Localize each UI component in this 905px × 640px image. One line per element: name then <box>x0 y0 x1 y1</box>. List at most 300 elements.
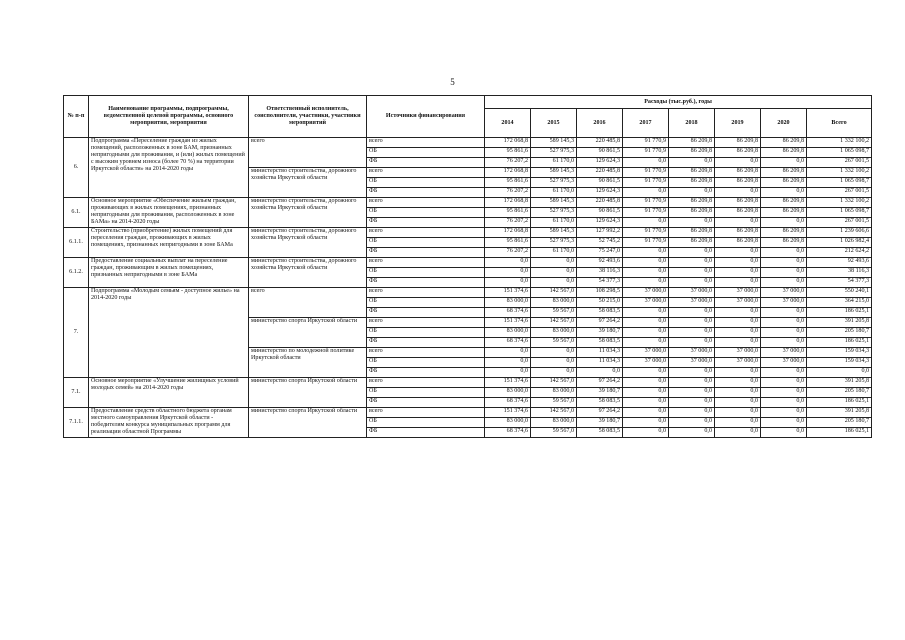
row-executor: министерство строительства, дорожного хозяйства Иркутской области <box>249 228 367 258</box>
row-value: 0,0 <box>761 258 807 268</box>
row-value: 0,0 <box>715 278 761 288</box>
row-executor: всего <box>249 138 367 168</box>
row-value: 86 209,8 <box>669 238 715 248</box>
header-year: 2019 <box>715 109 761 138</box>
row-value: 0,0 <box>623 398 669 408</box>
row-value: 75 247,0 <box>577 248 623 258</box>
row-value: 37 000,0 <box>761 288 807 298</box>
row-value: 0,0 <box>485 278 531 288</box>
row-value: 0,0 <box>761 338 807 348</box>
row-value: 37 000,0 <box>669 348 715 358</box>
row-value: 0,0 <box>623 278 669 288</box>
row-value: 83 000,0 <box>531 298 577 308</box>
row-value: 527 975,3 <box>531 178 577 188</box>
row-source: ФБ <box>367 338 485 348</box>
row-value: 159 034,3 <box>807 358 872 368</box>
row-value: 95 861,6 <box>485 148 531 158</box>
row-source: всего <box>367 198 485 208</box>
row-value: 0,0 <box>761 248 807 258</box>
row-value: 0,0 <box>485 268 531 278</box>
row-value: 86 209,8 <box>669 198 715 208</box>
row-source: ФБ <box>367 188 485 198</box>
row-name: Предоставление социальных выплат на переселение граждан, проживающим в жилых помещениях, признанных непригодными в зоне БАМа <box>89 258 249 288</box>
row-value: 142 567,0 <box>531 408 577 418</box>
header-year: 2016 <box>577 109 623 138</box>
row-value: 59 567,0 <box>531 338 577 348</box>
row-value: 68 374,6 <box>485 398 531 408</box>
row-value: 52 745,2 <box>577 238 623 248</box>
row-name: Основное мероприятие «Обеспечение жильем граждан, проживающих в жилых помещениях, признанных непригодными для проживания, расположенных в зоне БАМа» на 2014-2020 годы <box>89 198 249 228</box>
row-value: 0,0 <box>669 218 715 228</box>
table-row <box>64 378 872 388</box>
row-executor: министерство по молодежной политике Иркутской области <box>249 348 367 378</box>
row-value: 37 000,0 <box>623 288 669 298</box>
row-source: ФБ <box>367 248 485 258</box>
row-value: 0,0 <box>761 218 807 228</box>
row-value: 37 000,0 <box>623 298 669 308</box>
row-value: 59 567,0 <box>531 428 577 438</box>
row-value: 83 000,0 <box>485 418 531 428</box>
row-value: 0,0 <box>715 388 761 398</box>
row-value: 142 567,0 <box>531 378 577 388</box>
row-source: ОБ <box>367 238 485 248</box>
row-source: ОБ <box>367 418 485 428</box>
header-executor: Ответственный исполнитель, соисполнители, участники, участники мероприятий <box>249 96 367 138</box>
row-value: 37 000,0 <box>669 358 715 368</box>
row-value: 0,0 <box>531 268 577 278</box>
row-value: 86 209,8 <box>761 228 807 238</box>
row-number: 7. <box>64 288 89 378</box>
row-value: 0,0 <box>669 418 715 428</box>
row-value: 172 068,8 <box>485 138 531 148</box>
row-value: 589 145,3 <box>531 138 577 148</box>
row-value: 0,0 <box>715 268 761 278</box>
table-row <box>64 288 872 298</box>
row-value: 58 083,5 <box>577 308 623 318</box>
row-value: 0,0 <box>669 258 715 268</box>
row-source: ОБ <box>367 148 485 158</box>
row-value: 0,0 <box>669 248 715 258</box>
row-source: всего <box>367 288 485 298</box>
row-name: Строительство (приобретение) жилых помещений для переселения граждан, проживающих в жилых помещениях, признанных непригодными в зоне БАМа <box>89 228 249 258</box>
row-value: 37 000,0 <box>669 298 715 308</box>
row-value: 86 209,8 <box>715 238 761 248</box>
row-value: 95 861,6 <box>485 238 531 248</box>
row-value: 0,0 <box>807 368 872 378</box>
row-value: 108 298,5 <box>577 288 623 298</box>
row-name: Основное мероприятие «Улучшение жилищных условий молодых семей» на 2014-2020 годы <box>89 378 249 408</box>
row-value: 589 145,3 <box>531 228 577 238</box>
row-value: 83 000,0 <box>485 328 531 338</box>
row-value: 97 264,2 <box>577 318 623 328</box>
row-value: 0,0 <box>761 388 807 398</box>
row-value: 83 000,0 <box>485 298 531 308</box>
row-value: 86 209,8 <box>715 138 761 148</box>
header-expenses: Расходы (тыс.руб.), годы <box>485 96 872 109</box>
row-value: 61 170,0 <box>531 218 577 228</box>
row-value: 76 207,2 <box>485 248 531 258</box>
row-value: 267 001,5 <box>807 218 872 228</box>
row-value: 1 065 098,7 <box>807 148 872 158</box>
row-value: 1 332 100,2 <box>807 168 872 178</box>
row-value: 0,0 <box>669 408 715 418</box>
row-value: 527 975,3 <box>531 208 577 218</box>
row-value: 37 000,0 <box>669 288 715 298</box>
row-value: 97 264,2 <box>577 378 623 388</box>
row-value: 86 209,8 <box>669 208 715 218</box>
row-value: 76 207,2 <box>485 188 531 198</box>
row-value: 86 209,8 <box>761 138 807 148</box>
row-value: 86 209,8 <box>761 238 807 248</box>
row-value: 86 209,8 <box>715 208 761 218</box>
row-value: 220 485,8 <box>577 168 623 178</box>
row-value: 0,0 <box>715 318 761 328</box>
row-value: 54 377,3 <box>807 278 872 288</box>
row-value: 220 485,8 <box>577 198 623 208</box>
row-value: 0,0 <box>669 378 715 388</box>
row-value: 0,0 <box>669 398 715 408</box>
row-value: 172 068,8 <box>485 168 531 178</box>
row-value: 39 180,7 <box>577 388 623 398</box>
row-source: ФБ <box>367 218 485 228</box>
row-value: 58 083,5 <box>577 338 623 348</box>
row-value: 91 770,9 <box>623 168 669 178</box>
row-value: 0,0 <box>715 258 761 268</box>
row-value: 86 209,8 <box>669 148 715 158</box>
row-value: 205 180,7 <box>807 328 872 338</box>
row-value: 212 624,2 <box>807 248 872 258</box>
row-value: 86 209,8 <box>715 148 761 158</box>
row-value: 0,0 <box>761 368 807 378</box>
row-value: 0,0 <box>761 278 807 288</box>
row-number: 6. <box>64 138 89 198</box>
row-value: 0,0 <box>623 268 669 278</box>
row-value: 0,0 <box>623 248 669 258</box>
row-value: 142 567,0 <box>531 318 577 328</box>
row-value: 0,0 <box>623 188 669 198</box>
row-value: 86 209,8 <box>669 228 715 238</box>
row-value: 95 861,6 <box>485 208 531 218</box>
row-value: 91 770,9 <box>623 178 669 188</box>
row-value: 0,0 <box>669 308 715 318</box>
row-value: 37 000,0 <box>715 348 761 358</box>
row-value: 83 000,0 <box>531 388 577 398</box>
row-value: 37 000,0 <box>715 288 761 298</box>
row-value: 38 116,3 <box>807 268 872 278</box>
row-value: 0,0 <box>623 428 669 438</box>
row-value: 0,0 <box>623 388 669 398</box>
row-value: 92 493,6 <box>577 258 623 268</box>
row-value: 0,0 <box>577 368 623 378</box>
table-row <box>64 138 872 148</box>
row-value: 205 180,7 <box>807 418 872 428</box>
row-source: всего <box>367 348 485 358</box>
row-value: 0,0 <box>531 348 577 358</box>
header-year: 2014 <box>485 109 531 138</box>
table-row <box>64 198 872 208</box>
row-value: 0,0 <box>623 308 669 318</box>
row-value: 0,0 <box>761 398 807 408</box>
row-value: 142 567,0 <box>531 288 577 298</box>
row-number: 7.1. <box>64 378 89 408</box>
row-value: 0,0 <box>715 308 761 318</box>
row-value: 97 264,2 <box>577 408 623 418</box>
row-value: 61 170,0 <box>531 158 577 168</box>
row-value: 589 145,3 <box>531 168 577 178</box>
row-value: 91 770,9 <box>623 208 669 218</box>
row-executor: министерство спорта Иркутской области <box>249 378 367 408</box>
row-source: всего <box>367 168 485 178</box>
row-value: 151 374,6 <box>485 318 531 328</box>
row-value: 1 065 098,7 <box>807 178 872 188</box>
header-year: 2020 <box>761 109 807 138</box>
header-year: 2017 <box>623 109 669 138</box>
row-value: 86 209,8 <box>669 178 715 188</box>
row-value: 151 374,6 <box>485 408 531 418</box>
row-source: ФБ <box>367 398 485 408</box>
row-value: 50 215,0 <box>577 298 623 308</box>
table-row <box>64 408 872 418</box>
header-source: Источники финансирования <box>367 96 485 138</box>
row-source: ФБ <box>367 308 485 318</box>
row-value: 0,0 <box>485 348 531 358</box>
row-value: 0,0 <box>623 258 669 268</box>
row-value: 0,0 <box>715 188 761 198</box>
header-year: 2018 <box>669 109 715 138</box>
row-value: 90 861,5 <box>577 208 623 218</box>
row-value: 90 861,5 <box>577 178 623 188</box>
row-source: ФБ <box>367 368 485 378</box>
row-value: 172 068,8 <box>485 198 531 208</box>
row-value: 0,0 <box>623 218 669 228</box>
row-value: 0,0 <box>669 368 715 378</box>
row-value: 86 209,8 <box>715 178 761 188</box>
row-value: 0,0 <box>761 308 807 318</box>
row-value: 76 207,2 <box>485 158 531 168</box>
row-value: 186 025,1 <box>807 398 872 408</box>
table-body <box>64 138 872 438</box>
row-value: 0,0 <box>669 328 715 338</box>
row-value: 0,0 <box>715 418 761 428</box>
row-value: 92 493,6 <box>807 258 872 268</box>
row-value: 0,0 <box>485 358 531 368</box>
row-value: 364 215,0 <box>807 298 872 308</box>
row-value: 267 001,5 <box>807 188 872 198</box>
row-value: 0,0 <box>623 328 669 338</box>
table-row <box>64 258 872 268</box>
row-value: 0,0 <box>485 258 531 268</box>
row-value: 1 065 098,7 <box>807 208 872 218</box>
row-executor: всего <box>249 288 367 318</box>
row-value: 0,0 <box>761 318 807 328</box>
row-value: 0,0 <box>715 378 761 388</box>
row-value: 0,0 <box>761 328 807 338</box>
row-value: 86 209,8 <box>761 178 807 188</box>
row-value: 391 205,8 <box>807 318 872 328</box>
row-source: ОБ <box>367 328 485 338</box>
row-value: 186 025,1 <box>807 338 872 348</box>
row-value: 0,0 <box>623 338 669 348</box>
row-source: всего <box>367 258 485 268</box>
row-value: 0,0 <box>761 158 807 168</box>
row-source: ОБ <box>367 388 485 398</box>
row-value: 391 205,8 <box>807 378 872 388</box>
row-value: 68 374,6 <box>485 428 531 438</box>
row-value: 86 209,8 <box>669 168 715 178</box>
row-value: 59 567,0 <box>531 308 577 318</box>
header-year: 2015 <box>531 109 577 138</box>
page-number: 5 <box>450 77 455 87</box>
row-value: 86 209,8 <box>669 138 715 148</box>
row-value: 0,0 <box>761 268 807 278</box>
row-name: Предоставление средств областного бюджета органам местного самоуправления Иркутской области - победителям конкурса муниципальных программ для реализации областной Программы <box>89 408 249 438</box>
row-source: всего <box>367 318 485 328</box>
row-source: ФБ <box>367 278 485 288</box>
row-value: 61 170,0 <box>531 248 577 258</box>
row-value: 0,0 <box>531 278 577 288</box>
row-source: ОБ <box>367 268 485 278</box>
row-value: 589 145,3 <box>531 198 577 208</box>
row-value: 58 083,5 <box>577 398 623 408</box>
row-number: 7.1.1. <box>64 408 89 438</box>
row-executor: министерство спорта Иркутской области <box>249 408 367 438</box>
row-value: 86 209,8 <box>761 208 807 218</box>
row-value: 527 975,3 <box>531 238 577 248</box>
row-value: 0,0 <box>715 408 761 418</box>
row-value: 0,0 <box>531 358 577 368</box>
row-value: 0,0 <box>715 338 761 348</box>
row-value: 0,0 <box>669 388 715 398</box>
row-value: 76 207,2 <box>485 218 531 228</box>
row-value: 86 209,8 <box>761 148 807 158</box>
row-value: 129 624,3 <box>577 188 623 198</box>
row-value: 91 770,9 <box>623 198 669 208</box>
row-executor: министерство строительства, дорожного хозяйства Иркутской области <box>249 168 367 198</box>
row-value: 38 116,3 <box>577 268 623 278</box>
row-source: всего <box>367 228 485 238</box>
row-value: 90 861,5 <box>577 148 623 158</box>
row-value: 0,0 <box>623 158 669 168</box>
row-value: 37 000,0 <box>761 348 807 358</box>
row-value: 58 083,5 <box>577 428 623 438</box>
row-value: 0,0 <box>669 268 715 278</box>
row-value: 37 000,0 <box>715 298 761 308</box>
row-value: 0,0 <box>715 428 761 438</box>
row-value: 527 975,3 <box>531 148 577 158</box>
row-value: 267 001,5 <box>807 158 872 168</box>
row-source: всего <box>367 138 485 148</box>
row-value: 0,0 <box>669 338 715 348</box>
row-source: ФБ <box>367 158 485 168</box>
row-value: 11 034,3 <box>577 358 623 368</box>
row-value: 186 025,1 <box>807 308 872 318</box>
row-value: 0,0 <box>761 378 807 388</box>
row-value: 0,0 <box>669 278 715 288</box>
row-executor: министерство спорта Иркутской области <box>249 318 367 348</box>
row-value: 39 180,7 <box>577 418 623 428</box>
row-value: 0,0 <box>623 318 669 328</box>
row-value: 550 240,1 <box>807 288 872 298</box>
row-value: 91 770,9 <box>623 148 669 158</box>
row-value: 0,0 <box>531 368 577 378</box>
row-value: 0,0 <box>761 408 807 418</box>
row-value: 37 000,0 <box>761 358 807 368</box>
row-executor: министерство строительства, дорожного хозяйства Иркутской области <box>249 198 367 228</box>
row-value: 61 170,0 <box>531 188 577 198</box>
row-number: 6.1.1. <box>64 228 89 258</box>
row-value: 37 000,0 <box>761 298 807 308</box>
row-value: 68 374,6 <box>485 338 531 348</box>
row-value: 127 992,2 <box>577 228 623 238</box>
row-value: 0,0 <box>761 428 807 438</box>
row-value: 0,0 <box>623 368 669 378</box>
row-executor: министерство строительства, дорожного хозяйства Иркутской области <box>249 258 367 288</box>
row-value: 37 000,0 <box>623 348 669 358</box>
header-name: Наименование программы, подпрограммы, ведомственной целевой программы, основного мероприятия, мероприятия <box>89 96 249 138</box>
row-value: 0,0 <box>669 158 715 168</box>
header-year: Всего <box>807 109 872 138</box>
row-value: 0,0 <box>715 158 761 168</box>
row-value: 0,0 <box>715 218 761 228</box>
row-value: 172 068,8 <box>485 228 531 238</box>
row-value: 186 025,1 <box>807 428 872 438</box>
row-value: 83 000,0 <box>531 328 577 338</box>
row-value: 220 485,8 <box>577 138 623 148</box>
row-value: 91 770,9 <box>623 228 669 238</box>
row-name: Подпрограмма «Переселение граждан из жилых помещений, расположенных в зоне БАМ, признанных непригодными для проживания, и (или) жилых помещений с высоким уровнем износа (более 70 %) на территории Иркутской области» на 2014-2020 годы <box>89 138 249 198</box>
row-value: 0,0 <box>761 188 807 198</box>
row-value: 91 770,9 <box>623 138 669 148</box>
row-value: 1 026 982,4 <box>807 238 872 248</box>
table-row <box>64 228 872 238</box>
row-value: 39 180,7 <box>577 328 623 338</box>
row-source: всего <box>367 408 485 418</box>
row-source: ОБ <box>367 208 485 218</box>
row-name: Подпрограмма «Молодым семьям - доступное жилье» на 2014-2020 годы <box>89 288 249 378</box>
row-value: 0,0 <box>715 368 761 378</box>
row-value: 1 239 606,6 <box>807 228 872 238</box>
row-value: 129 624,3 <box>577 218 623 228</box>
row-value: 91 770,9 <box>623 238 669 248</box>
row-source: ОБ <box>367 178 485 188</box>
row-value: 1 332 100,2 <box>807 198 872 208</box>
row-value: 86 209,8 <box>715 168 761 178</box>
row-value: 159 034,3 <box>807 348 872 358</box>
row-value: 0,0 <box>669 428 715 438</box>
header-num: № п-п <box>64 96 89 138</box>
row-value: 59 567,0 <box>531 398 577 408</box>
row-value: 0,0 <box>623 418 669 428</box>
row-value: 0,0 <box>761 418 807 428</box>
row-value: 151 374,6 <box>485 288 531 298</box>
row-value: 0,0 <box>669 318 715 328</box>
row-value: 95 861,6 <box>485 178 531 188</box>
row-source: ОБ <box>367 358 485 368</box>
row-value: 0,0 <box>715 398 761 408</box>
row-value: 129 624,3 <box>577 158 623 168</box>
row-value: 86 209,8 <box>715 198 761 208</box>
row-value: 37 000,0 <box>715 358 761 368</box>
budget-table <box>63 95 872 438</box>
row-number: 6.1. <box>64 198 89 228</box>
row-value: 86 209,8 <box>715 228 761 238</box>
row-value: 86 209,8 <box>761 168 807 178</box>
row-value: 0,0 <box>623 408 669 418</box>
row-number: 6.1.2. <box>64 258 89 288</box>
row-value: 0,0 <box>485 368 531 378</box>
row-value: 83 000,0 <box>531 418 577 428</box>
row-value: 0,0 <box>669 188 715 198</box>
